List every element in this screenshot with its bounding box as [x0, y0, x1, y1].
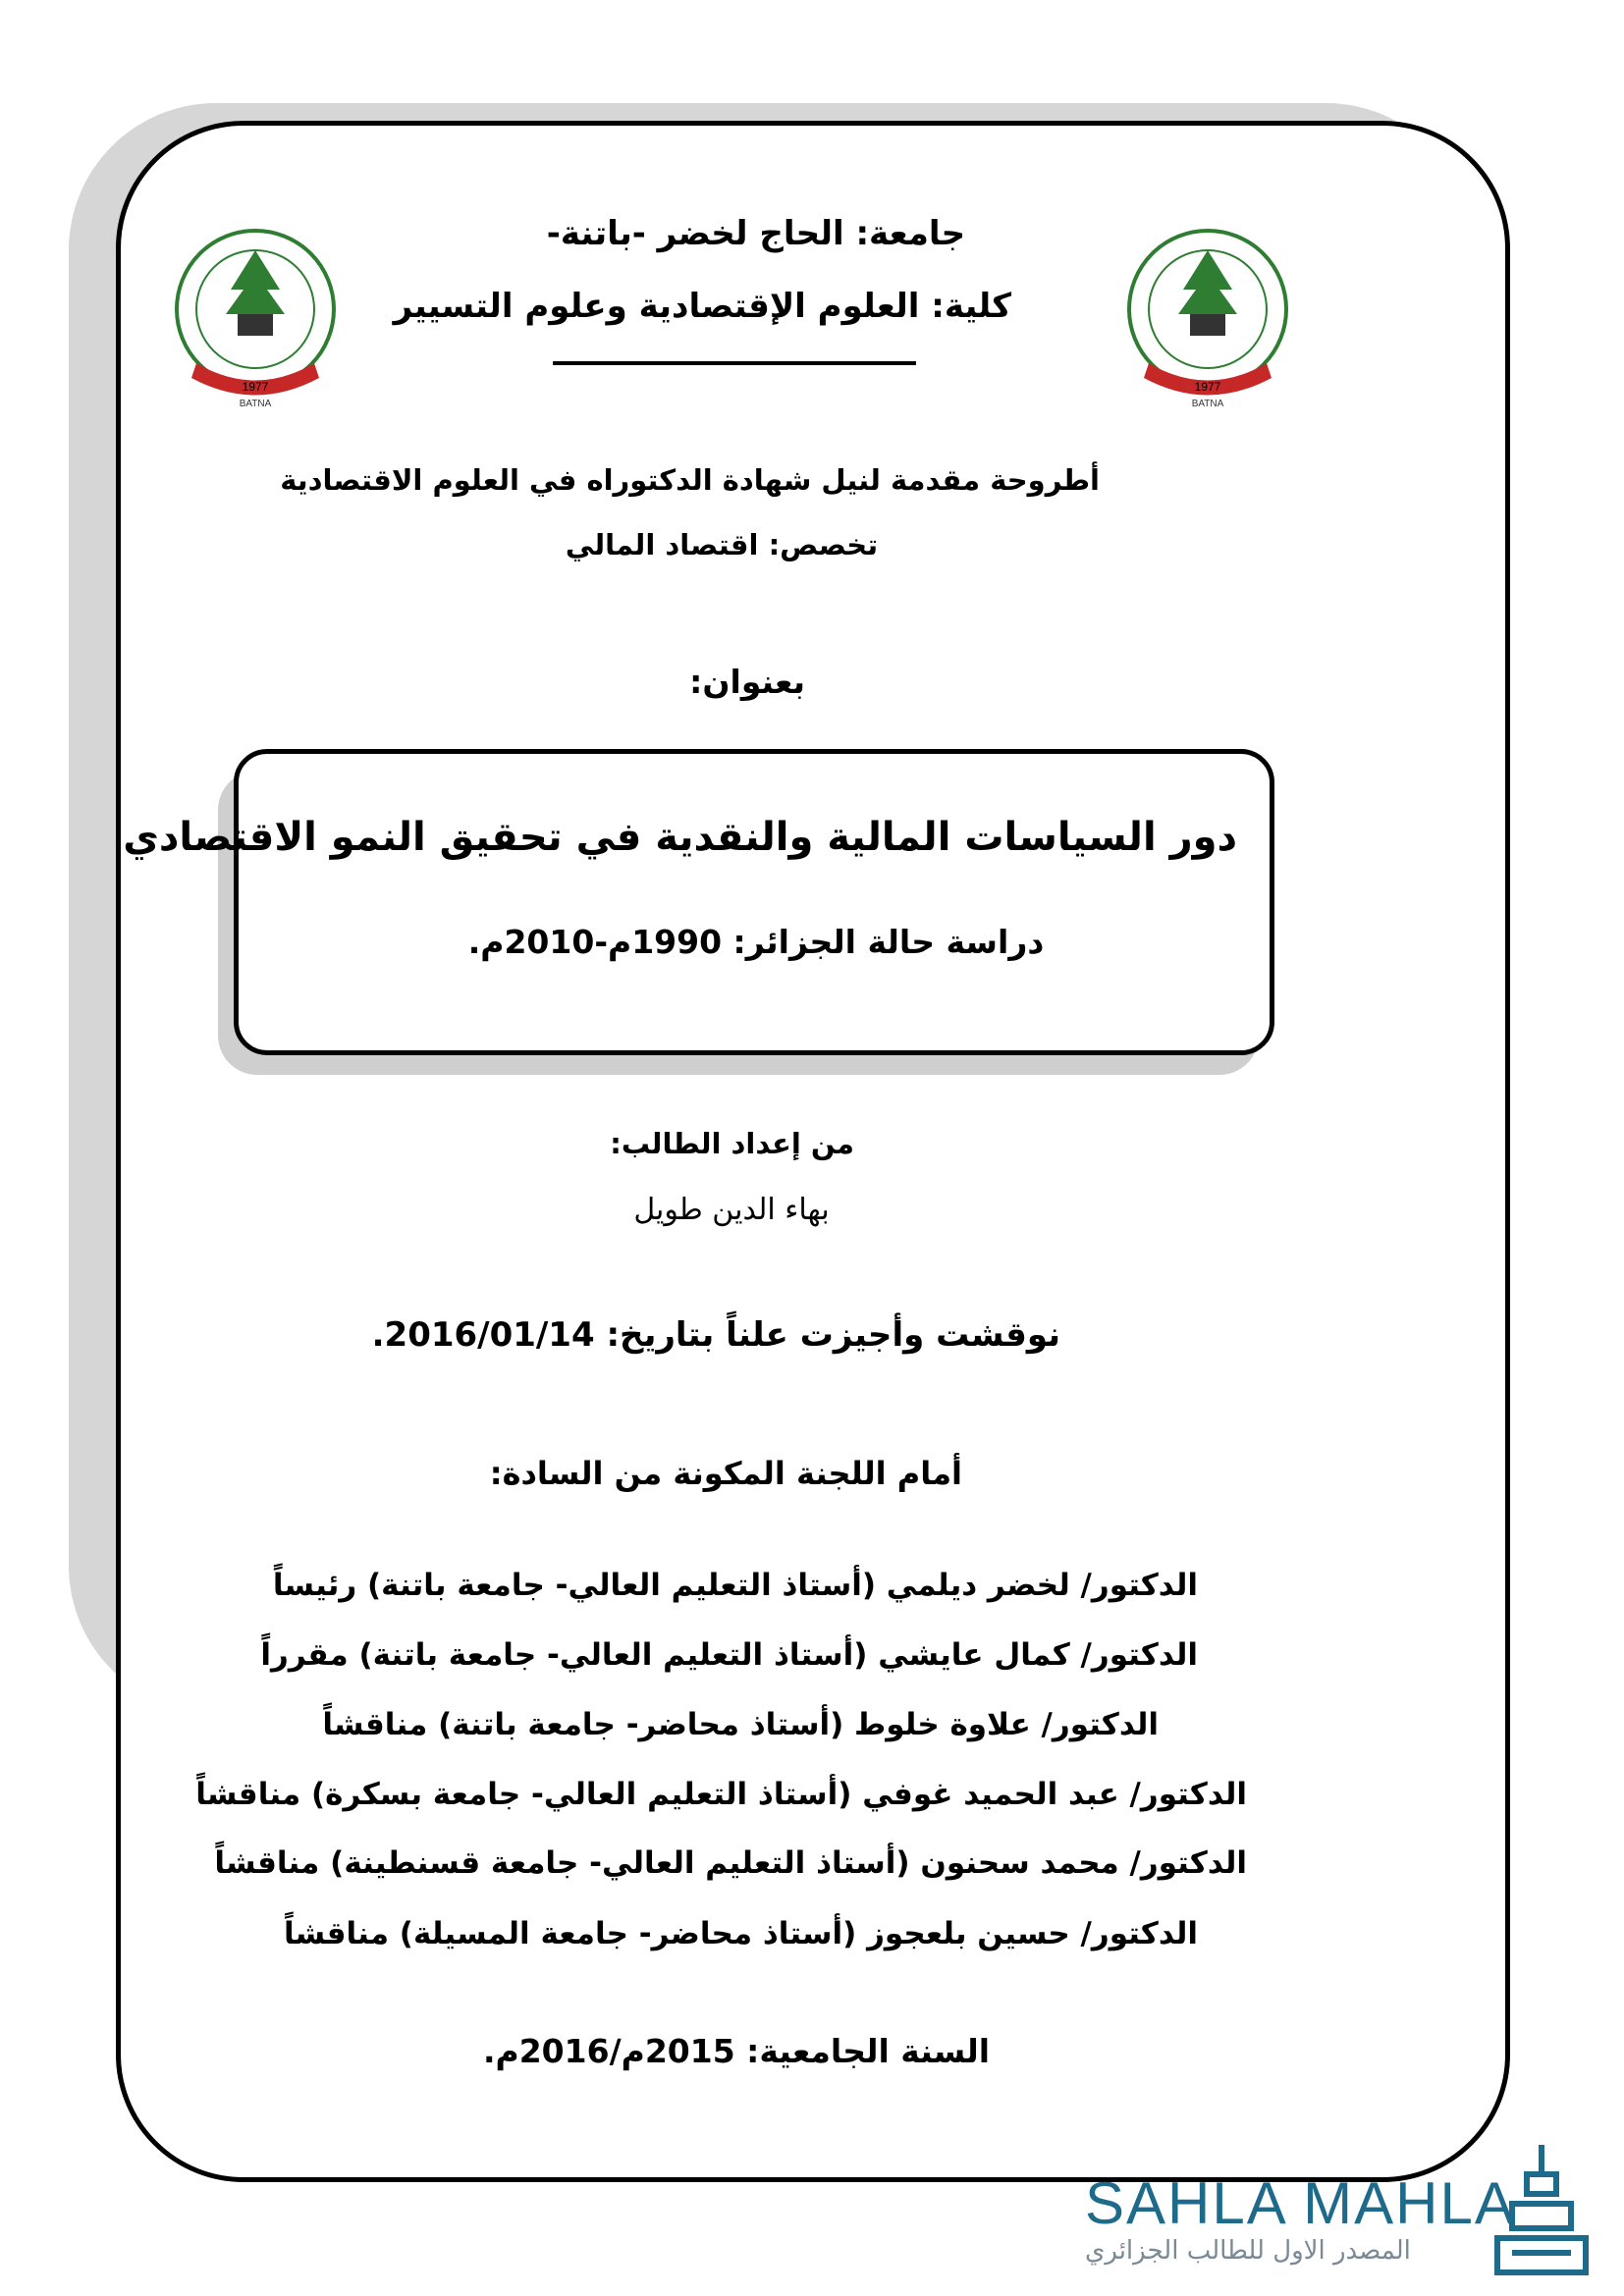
- university-logo-right: [1110, 216, 1306, 412]
- specialty-line: تخصص: اقتصاد المالي: [565, 528, 879, 561]
- degree-line: أطروحة مقدمة لنيل شهادة الدكتوراه في العلوم الاقتصادية: [280, 463, 1100, 497]
- watermark-brand: SAHLA MAHLA: [1085, 2170, 1516, 2236]
- logo-year: 1977: [1194, 380, 1221, 394]
- watermark-tagline: المصدر الاول للطالب الجزائري: [1085, 2236, 1411, 2266]
- logo-city: BATNA: [239, 399, 272, 409]
- title-label: بعنوان:: [689, 663, 805, 701]
- committee-member-1: الدكتور/ لخضر ديلمي (أستاذ التعليم العالي- جامعة باتنة) رئيساً: [272, 1568, 1198, 1603]
- committee-member-5: الدكتور/ محمد سحنون (أستاذ التعليم العالي- جامعة قسنطينة) مناقشاً: [214, 1845, 1247, 1881]
- faculty-name: كلية: العلوم الإقتصادية وعلوم التسيير: [393, 287, 1011, 326]
- committee-member-4: الدكتور/ عبد الحميد غوفي (أستاذ التعليم العالي- جامعة بسكرة) مناقشاً: [195, 1777, 1247, 1812]
- watermark-logo-icon: [1483, 2135, 1600, 2282]
- university-logo-left: [157, 216, 353, 412]
- committee-label: أمام اللجنة المكونة من السادة:: [489, 1455, 962, 1492]
- university-name: جامعة: الحاج لخضر -باتنة-: [546, 214, 966, 253]
- defense-date: نوقشت وأجيزت علناً بتاريخ: 2016/01/14.: [371, 1315, 1060, 1355]
- student-label: من إعداد الطالب:: [610, 1127, 854, 1160]
- thesis-title: دور السياسات المالية والنقدية في تحقيق النمو الاقتصادي: [123, 815, 1237, 860]
- header-divider: [553, 361, 916, 365]
- title-box: [123, 749, 1274, 1055]
- committee-member-3: الدكتور/ علاوة خلوط (أستاذ محاضر- جامعة باتنة) مناقشاً: [322, 1707, 1159, 1742]
- academic-year: السنة الجامعية: 2015م/2016م.: [482, 2032, 991, 2070]
- case-study-line: دراسة حالة الجزائر: 1990م-2010م.: [467, 923, 1045, 961]
- logo-city: BATNA: [1191, 399, 1224, 409]
- logo-year: 1977: [242, 380, 269, 394]
- committee-member-2: الدكتور/ كمال عايشي (أستاذ التعليم العالي- جامعة باتنة) مقرراً: [260, 1637, 1198, 1673]
- committee-member-6: الدكتور/ حسين بلعجوز (أستاذ محاضر- جامعة المسيلة) مناقشاً: [284, 1916, 1198, 1951]
- student-name: بهاء الدين طويل: [633, 1193, 830, 1227]
